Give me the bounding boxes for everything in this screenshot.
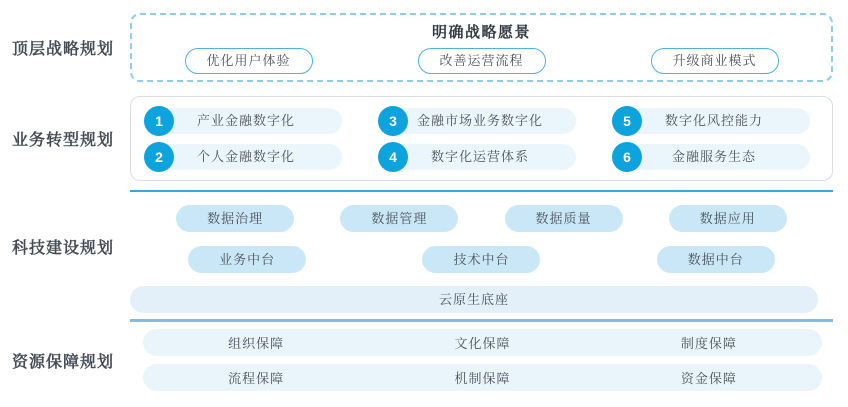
business-item-6 <box>612 142 810 172</box>
section-business-transformation <box>0 96 833 181</box>
section-resource-guarantee <box>0 329 833 391</box>
vision-box <box>130 13 833 82</box>
label-fund-guarantee: 资金保障 <box>680 371 737 386</box>
business-item-label: 金融服务生态 <box>618 144 810 170</box>
pill-data-management: 数据管理 <box>340 205 458 232</box>
number-badge-3: 3 <box>378 106 408 136</box>
business-items-box <box>130 96 833 181</box>
number-badge-5: 5 <box>612 106 642 136</box>
pill-data-application: 数据应用 <box>669 205 787 232</box>
label-mechanism-guarantee: 机制保障 <box>454 371 511 386</box>
section-label-resource-guarantee: 资源保障规划 <box>12 353 115 371</box>
pill-data-governance: 数据治理 <box>176 205 294 232</box>
business-item-label: 产业金融数字化 <box>150 108 342 134</box>
pill-cloud-native-base: 云原生底座 <box>130 286 818 313</box>
business-content <box>130 96 833 181</box>
technology-base-row <box>130 286 833 313</box>
business-item-4 <box>378 142 576 172</box>
business-item-label: 数字化运营体系 <box>384 144 576 170</box>
section-top-strategy <box>0 13 833 82</box>
technology-platform-row <box>130 246 833 273</box>
number-badge-6: 6 <box>612 142 642 172</box>
number-badge-1: 1 <box>144 106 174 136</box>
resource-rows <box>130 329 833 391</box>
business-item-5 <box>612 106 810 136</box>
vision-button-operations: 改善运营流程 <box>418 48 546 74</box>
resource-content <box>130 329 833 391</box>
section-label-business-transformation: 业务转型规划 <box>12 132 115 149</box>
pill-business-platform: 业务中台 <box>188 246 306 273</box>
label-process-guarantee: 流程保障 <box>228 371 285 386</box>
business-item-2 <box>144 142 342 172</box>
vision-button-user-experience: 优化用户体验 <box>185 48 313 74</box>
vision-buttons <box>132 48 831 74</box>
technology-data-row <box>130 205 833 232</box>
section-label-technology-construction: 科技建设规划 <box>12 239 115 257</box>
label-organization-guarantee: 组织保障 <box>228 336 285 351</box>
divider-technology-resource <box>130 319 833 322</box>
business-item-label: 金融市场业务数字化 <box>384 108 576 134</box>
pill-data-quality: 数据质量 <box>505 205 623 232</box>
vision-button-business-model: 升级商业模式 <box>651 48 779 74</box>
business-item-1 <box>144 106 342 136</box>
technology-content <box>130 205 833 313</box>
vision-content <box>130 13 833 82</box>
business-item-label: 数字化风控能力 <box>618 108 810 134</box>
pill-data-platform: 数据中台 <box>657 246 775 273</box>
resource-row-1 <box>143 329 822 356</box>
business-item-label: 个人金融数字化 <box>150 144 342 170</box>
resource-row-2 <box>143 364 822 391</box>
pill-technology-platform: 技术中台 <box>422 246 540 273</box>
number-badge-2: 2 <box>144 142 174 172</box>
section-label-top-strategy: 顶层战略规划 <box>12 41 115 58</box>
vision-title: 明确战略愿景 <box>431 24 531 41</box>
section-technology-construction <box>0 205 833 313</box>
label-culture-guarantee: 文化保障 <box>454 336 511 351</box>
business-item-3 <box>378 106 576 136</box>
number-badge-4: 4 <box>378 142 408 172</box>
label-system-guarantee: 制度保障 <box>680 336 737 351</box>
divider-business-technology <box>130 190 833 192</box>
technology-rows <box>130 205 833 313</box>
